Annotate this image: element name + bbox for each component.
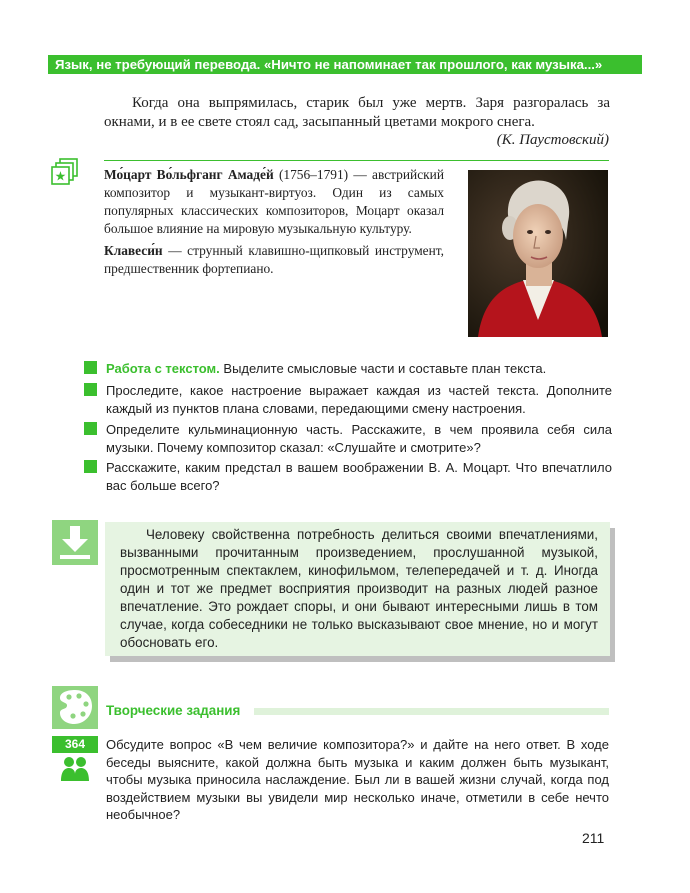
bullet-square-icon <box>84 361 97 374</box>
svg-text:★: ★ <box>54 169 67 185</box>
task-item <box>84 421 612 456</box>
exercise-text: Обсудите вопрос «В чем величие композитора?» и дайте на него ответ. В ходе беседы выясните, какой должна быть музыка и каким должен быть музыкант, чтобы музыка приносила наслаждение. Был ли в вашей жизни случай, когда под воздействием музыки вы увидели мир несколько иначе, отметили в себе нечто необычное? <box>106 737 609 822</box>
task-text: Определите кульминационную часть. Расскажите, в чем проявила себя сила музыки. Почему композитор сказал: «Слушайте и смотрите»? <box>106 422 612 455</box>
chapter-header <box>48 55 642 74</box>
note-text-block <box>120 526 598 652</box>
note-text: Человеку свойственна потребность делиться своими впечатлениями, вызванными прочитанным произведением, прослушанной музыкой, просмотренным спектаклем, кинофильмом, телепередачей и т. д. Иногда один и тот же предмет восприятия производит на разных людей разное впечатление. Это рождает споры, и они бывают интересными лишь в том случае, когда собеседники не только высказывают свое мнение, но и могут обосновать его. <box>120 527 598 650</box>
bullet-square-icon <box>84 422 97 435</box>
palette-icon <box>52 686 98 729</box>
header-square <box>622 55 642 74</box>
glossary-star-icon <box>51 158 79 186</box>
page-number: 211 <box>582 830 605 846</box>
quote-block <box>104 94 610 132</box>
task-text: Проследите, какое настроение выражает каждая из частей текста. Дополните каждый из пунктов плана словами, передающими смену настроения. <box>106 383 612 416</box>
exercise-number: 364 <box>52 736 98 753</box>
task-item <box>84 459 612 494</box>
task-text: Расскажите, каким предстал в вашем воображении В. А. Моцарт. Что впечатлило вас больше всего? <box>106 460 612 493</box>
chapter-title: Язык, не требующий перевода. «Ничто не напоминает так прошлого, как музыка...» <box>55 57 603 72</box>
glossary <box>104 166 444 282</box>
glossary-term: Мо́царт Во́льфганг Амаде́й <box>104 167 274 182</box>
glossary-definition: — струнный клавишно-щипковый инструмент, предшественник фортепиано. <box>104 243 444 276</box>
title-underline <box>254 708 609 715</box>
glossary-definition: (1756–1791) — австрийский композитор и музыкант-виртуоз. Один из самых популярных классических композиторов, Моцарт оказал большое влияние на мировую музыкальную культуру. <box>104 167 444 236</box>
glossary-mozart <box>104 166 444 238</box>
glossary-clavecin <box>104 242 444 278</box>
task-text: Выделите смысловые части и составьте план текста. <box>219 361 547 376</box>
quote-author: (К. Паустовский) <box>496 132 609 148</box>
task-item <box>84 382 612 417</box>
quote-text: Когда она выпрямилась, старик был уже мертв. Заря разгоралась за окнами, и в ее свете стоял сад, засыпанный цветами мокрого снега. <box>104 95 610 130</box>
download-icon <box>52 520 98 565</box>
task-label: Работа с текстом. <box>106 361 220 376</box>
mozart-portrait <box>468 170 608 337</box>
task-item <box>84 360 612 378</box>
people-icon <box>60 756 90 782</box>
bullet-square-icon <box>84 383 97 396</box>
bullet-square-icon <box>84 460 97 473</box>
glossary-term: Клавеси́н <box>104 243 163 258</box>
creative-tasks-title: Творческие задания <box>106 703 241 718</box>
separator-line <box>104 160 609 161</box>
